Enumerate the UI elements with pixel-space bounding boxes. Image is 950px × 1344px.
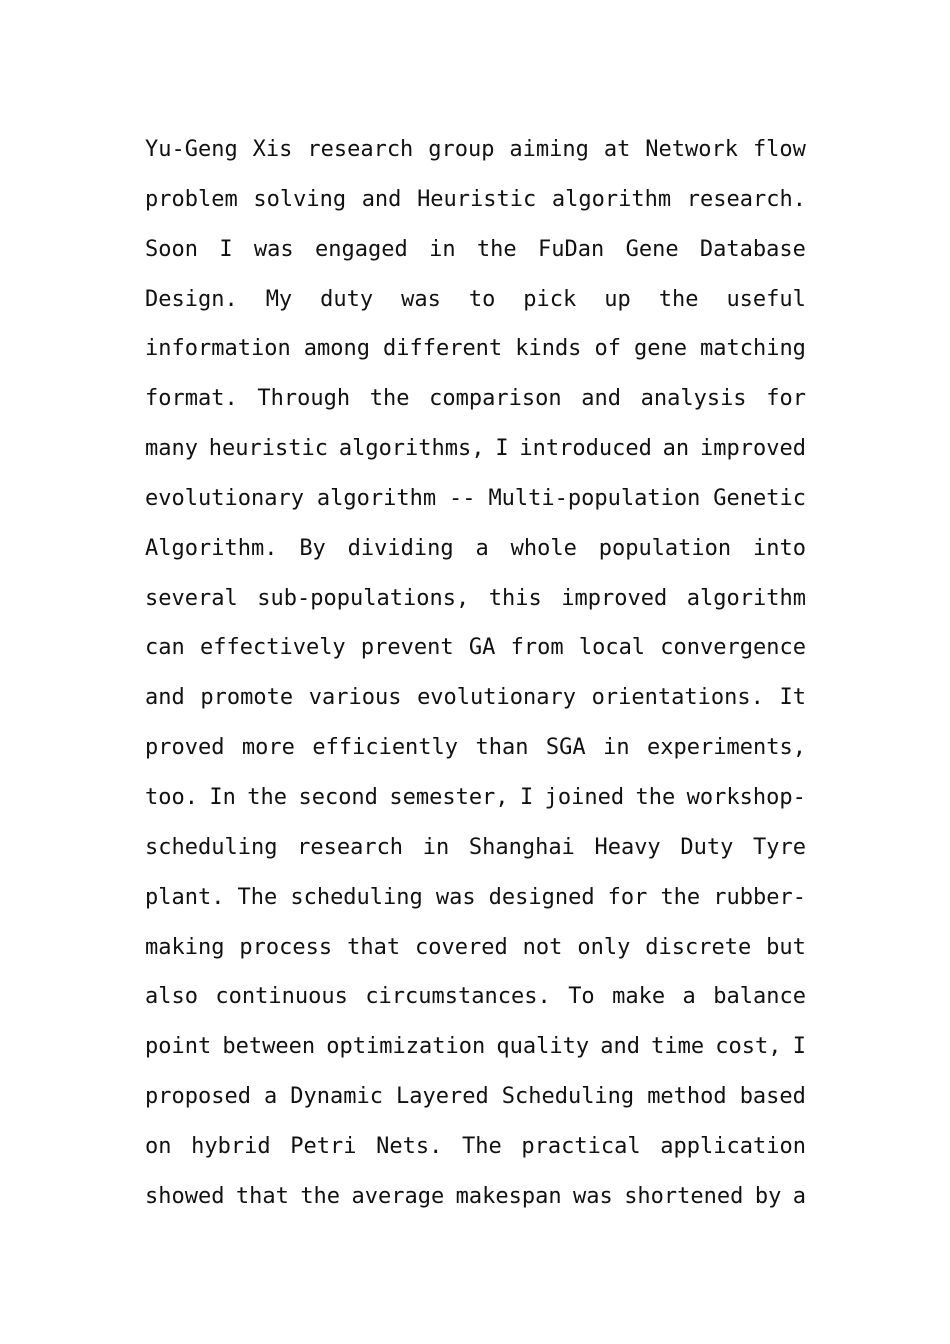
word: continuous	[215, 984, 348, 1010]
word: Genetic	[713, 485, 806, 511]
word: gene	[633, 336, 687, 362]
word: evolutionary	[417, 685, 577, 711]
word: designed	[488, 884, 595, 910]
word: SGA	[545, 735, 586, 761]
word: making	[145, 934, 225, 960]
word: solving	[253, 186, 347, 212]
word: In	[209, 784, 236, 810]
word: evolutionary	[145, 485, 304, 511]
text-line	[145, 623, 806, 673]
word: efficiently	[312, 735, 459, 761]
word: Algorithm.	[145, 535, 278, 561]
word: algorithm	[316, 485, 437, 511]
word: semester,	[389, 784, 509, 810]
word: --	[449, 485, 476, 511]
word: The	[237, 884, 278, 910]
word: was	[435, 884, 476, 910]
word: rubber-	[713, 884, 806, 910]
word: between	[222, 1034, 316, 1060]
word: a	[475, 535, 489, 561]
text-line	[145, 574, 806, 624]
word: different	[382, 336, 503, 362]
text-line	[145, 225, 806, 275]
word: and	[581, 386, 621, 412]
word: a	[263, 1084, 278, 1110]
word: cost,	[715, 1034, 782, 1060]
word: local	[578, 635, 646, 661]
text-line	[145, 1172, 806, 1222]
word: from	[510, 635, 564, 661]
word: engaged	[315, 236, 408, 262]
word: that	[235, 1183, 289, 1209]
word: I	[219, 236, 233, 262]
word: up	[604, 286, 631, 312]
word: was	[573, 1183, 613, 1209]
word: method	[647, 1084, 727, 1110]
word: was	[253, 236, 294, 262]
word: in	[603, 735, 630, 761]
word: improved	[561, 585, 668, 611]
word: Multi-population	[488, 485, 701, 511]
word: and	[145, 685, 185, 711]
word: matching	[699, 336, 806, 362]
text-line	[145, 524, 806, 574]
word: makespan	[455, 1183, 562, 1209]
word: application	[660, 1133, 806, 1159]
word: many	[145, 436, 198, 462]
word: several	[145, 585, 238, 611]
word: make	[612, 984, 666, 1010]
word: I	[495, 436, 509, 462]
word: I	[519, 784, 534, 810]
word: flow	[752, 137, 806, 162]
word: that	[347, 934, 401, 960]
word: Heavy	[594, 834, 661, 860]
word: Duty	[680, 834, 734, 860]
word: joined	[544, 784, 625, 810]
word: circumstances.	[365, 984, 551, 1010]
word: the	[300, 1183, 341, 1209]
word: Yu-Geng	[145, 137, 238, 162]
word: a	[682, 984, 696, 1010]
word: an	[662, 436, 690, 462]
word: was	[401, 286, 441, 312]
word: My	[265, 286, 293, 312]
word: not	[522, 934, 563, 960]
word: at	[603, 137, 631, 162]
word: heuristic	[208, 436, 329, 462]
text-line	[145, 1022, 806, 1072]
word: more	[241, 735, 295, 761]
text-line	[145, 374, 806, 424]
word: Layered	[395, 1084, 489, 1110]
word: It	[779, 685, 806, 711]
text-line	[145, 474, 806, 524]
word: convergence	[660, 635, 806, 661]
word: the	[247, 784, 288, 810]
word: only	[577, 934, 631, 960]
word: of	[594, 336, 621, 362]
word: this	[488, 585, 542, 611]
word: whole	[510, 535, 577, 561]
word: and	[361, 186, 402, 212]
word: Network	[645, 137, 738, 162]
word: comparison	[429, 386, 562, 412]
word: Database	[699, 236, 806, 262]
word: experiments,	[647, 735, 806, 761]
word: algorithm	[686, 585, 806, 611]
word: the	[369, 386, 410, 412]
word: in	[429, 236, 456, 262]
word: kinds	[515, 336, 582, 362]
word: the	[658, 286, 699, 312]
word: FuDan	[538, 236, 605, 262]
word: plant.	[145, 884, 225, 910]
word: by	[754, 1183, 782, 1209]
word: Gene	[625, 236, 679, 262]
word: population	[598, 535, 732, 561]
word: aiming	[509, 137, 589, 162]
word: I	[792, 1034, 806, 1060]
text-line	[145, 175, 806, 225]
word: average	[351, 1183, 445, 1209]
word: process	[239, 934, 333, 960]
word: promote	[200, 685, 294, 711]
body-paragraph	[145, 125, 806, 1222]
word: discrete	[645, 934, 752, 960]
word: prevent	[360, 635, 454, 661]
word: Through	[257, 386, 351, 412]
word: the	[635, 784, 676, 810]
text-line	[145, 723, 806, 773]
word: Soon	[145, 236, 198, 262]
word: research.	[686, 186, 806, 212]
text-line	[145, 773, 806, 823]
word: the	[660, 884, 701, 910]
word: research	[297, 834, 404, 860]
word: too.	[145, 784, 198, 810]
text-line	[145, 673, 806, 723]
word: Design.	[145, 286, 238, 312]
word: on	[145, 1133, 172, 1159]
text-line	[145, 923, 806, 973]
word: format.	[145, 386, 238, 412]
word: than	[475, 735, 529, 761]
word: research	[307, 137, 414, 162]
word: in	[422, 834, 450, 860]
word: but	[766, 934, 806, 960]
word: a	[792, 1183, 806, 1209]
word: can	[145, 635, 185, 661]
word: among	[303, 336, 370, 362]
word: also	[145, 984, 198, 1010]
word: proposed	[145, 1084, 251, 1110]
word: algorithms,	[338, 436, 485, 462]
word: problem	[145, 186, 238, 212]
word: to	[468, 286, 496, 312]
word: algorithm	[551, 186, 672, 212]
word: balance	[713, 984, 806, 1010]
word: Shanghai	[468, 834, 575, 860]
text-line	[145, 125, 806, 175]
word: point	[145, 1034, 212, 1060]
word: second	[298, 784, 378, 810]
word: scheduling	[145, 834, 278, 860]
word: useful	[726, 286, 806, 312]
word: scheduling	[290, 884, 423, 910]
word: quality	[496, 1034, 590, 1060]
word: workshop-	[686, 784, 806, 810]
word: By	[299, 535, 326, 561]
word: for	[766, 386, 806, 412]
word: based	[739, 1084, 806, 1110]
word: the	[476, 236, 517, 262]
word: Petri	[290, 1133, 357, 1159]
word: practical	[521, 1133, 641, 1159]
word: various	[308, 685, 402, 711]
word: for	[607, 884, 648, 910]
text-line	[145, 1072, 806, 1122]
word: into	[753, 535, 806, 561]
word: introduced	[519, 436, 652, 462]
word: dividing	[347, 535, 454, 561]
word: showed	[145, 1183, 225, 1209]
word: effectively	[199, 635, 346, 661]
text-line	[145, 972, 806, 1022]
word: Tyre	[752, 834, 806, 860]
word: Scheduling	[501, 1084, 635, 1110]
word: shortened	[624, 1183, 744, 1209]
word: sub-populations,	[257, 585, 470, 611]
word: Nets.	[376, 1133, 443, 1159]
word: pick	[523, 286, 577, 312]
word: orientations.	[591, 685, 764, 711]
word: analysis	[640, 386, 747, 412]
word: time	[651, 1034, 705, 1060]
word: improved	[699, 436, 806, 462]
word: information	[145, 336, 291, 362]
word: duty	[320, 286, 374, 312]
word: optimization	[326, 1034, 486, 1060]
word: Xis	[252, 137, 293, 162]
text-line	[145, 823, 806, 873]
word: and	[600, 1034, 640, 1060]
word: Heuristic	[417, 186, 537, 212]
text-line	[145, 873, 806, 923]
word: The	[462, 1133, 502, 1159]
text-line	[145, 424, 806, 474]
word: To	[568, 984, 595, 1010]
word: GA	[468, 635, 496, 661]
word: Dynamic	[290, 1084, 383, 1110]
text-line	[145, 275, 806, 325]
word: group	[428, 137, 495, 162]
word: proved	[145, 735, 225, 761]
word: hybrid	[191, 1133, 271, 1159]
text-line	[145, 1122, 806, 1172]
word: covered	[415, 934, 508, 960]
text-line	[145, 324, 806, 374]
